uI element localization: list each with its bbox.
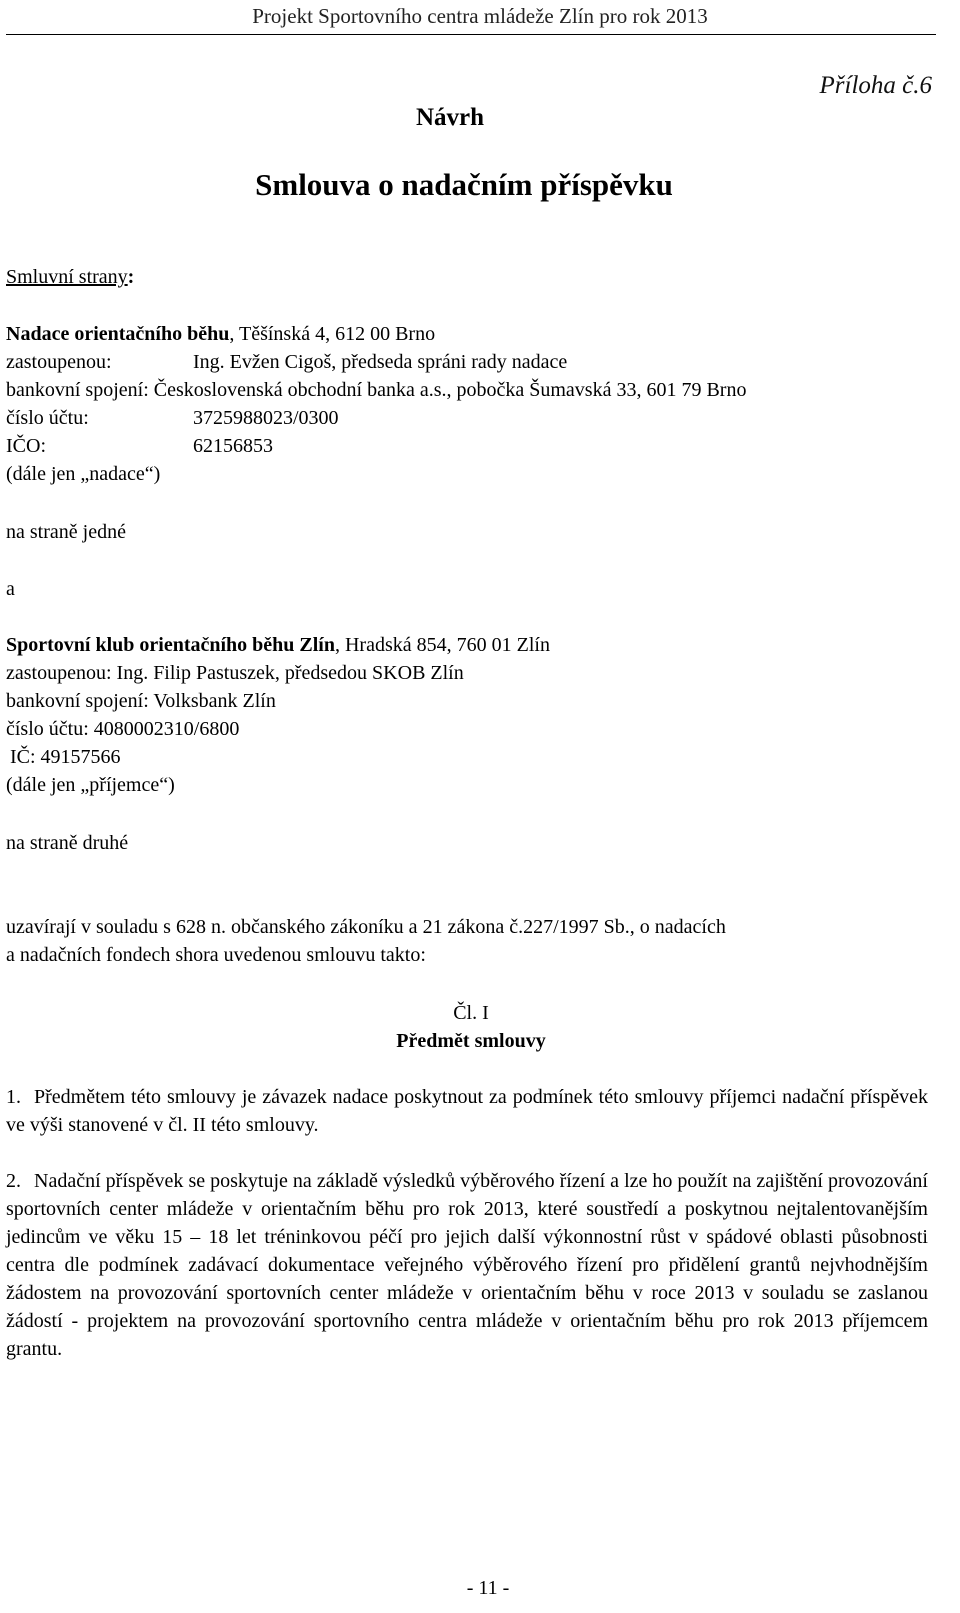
paragraph-1 (6, 1083, 928, 1139)
party2-ic: IČ: 49157566 (10, 746, 121, 768)
party2-account: číslo účtu: 4080002310/6800 (6, 718, 240, 740)
party2-name: Sportovní klub orientačního běhu Zlín (6, 634, 335, 656)
party1-ico-line (6, 432, 936, 460)
article-number: Čl. I (453, 1002, 489, 1024)
appendix-label: Příloha č.6 (819, 72, 932, 99)
draft-label: Návrh (415, 104, 485, 131)
party1-rep-line (6, 348, 936, 376)
paragraph-2-text: Nadační příspěvek se poskytuje na základě výsledků výběrového řízení a lze ho použít na zajištění provozování sportovních center mládeže v orientačním běhu pro rok 2013, které soustředí a poskytnou nejtalentovanějším jedincům ve věku 15 – 18 let tréninkovou péčí pro jejich další výkonnostní růst v spádové oblasti působnosti centra dle podmínek zadávací dokumentace veřejného výběrového řízení pro přidělení grantů nejvhodnějším žádostem na provozování sportovních center mládeže v orientačním běhu v roce 2013 v souladu se zaslanou žádostí - projektem na provozování sportovního centra mládeže v orientačním běhu pro rok 2013 příjemcem grantu. (6, 1170, 928, 1360)
party1-name: Nadace orientačního běhu (6, 323, 230, 345)
parties-heading: Smluvní strany (6, 266, 128, 288)
party1-account-value: 3725988023/0300 (193, 407, 339, 429)
party2-bank: bankovní spojení: Volksbank Zlín (6, 690, 276, 712)
party2-address: , Hradská 854, 760 01 Zlín (334, 634, 550, 656)
paragraph-1-number: 1. (6, 1086, 21, 1108)
party1-rep-label: zastoupenou: (6, 351, 112, 373)
party2-rep: zastoupenou: Ing. Filip Pastuszek, předsedou SKOB Zlín (6, 662, 464, 684)
intro-line-1: uzavírají v souladu s 628 n. občanského zákoníku a 21 zákona č.227/1997 Sb., o nadacích (6, 916, 726, 938)
party2-block (6, 631, 936, 799)
article-heading (6, 999, 936, 1055)
party1-block (6, 320, 936, 488)
party1-name-line (6, 320, 936, 348)
party1-ico-value: 62156853 (193, 435, 273, 457)
party1-bank-label: bankovní spojení: (6, 379, 149, 401)
party1-ico-label: IČO: (6, 435, 46, 457)
conjunction-text: a (6, 578, 15, 600)
parties-colon: : (127, 266, 135, 288)
party1-alias: (dále jen „nadace“) (6, 463, 161, 485)
party1-account-label: číslo účtu: (6, 407, 89, 429)
paragraph-1-text: Předmětem této smlouvy je závazek nadace poskytnout za podmínek této smlouvy příjemci nadační příspěvek ve výši stanovené v čl. II této smlouvy. (6, 1086, 928, 1136)
running-header: Projekt Sportovního centra mládeže Zlín pro rok 2013 (252, 4, 708, 28)
side2-text: na straně druhé (6, 832, 129, 854)
party1-address: , Těšínská 4, 612 00 Brno (229, 323, 436, 345)
party2-name-line (6, 631, 936, 659)
article-title: Předmět smlouvy (396, 1030, 546, 1052)
intro-block (6, 913, 936, 969)
party1-bank-value: Československá obchodní banka a.s., pobočka Šumavská 33, 601 79 Brno (153, 379, 747, 401)
header-divider (6, 34, 936, 35)
side1-text: na straně jedné (6, 521, 126, 543)
parties-heading-line (6, 263, 936, 291)
party2-alias: (dále jen „příjemce“) (6, 774, 175, 796)
party1-rep-value: Ing. Evžen Cigoš, předseda spráni rady nadace (193, 351, 568, 373)
document-title: Smlouva o nadačním příspěvku (255, 167, 673, 202)
party1-bank-line (6, 376, 936, 404)
paragraph-2 (6, 1167, 928, 1363)
page-number: - 11 - (466, 1577, 510, 1599)
party1-account-line (6, 404, 936, 432)
intro-line-2: a nadačních fondech shora uvedenou smlouvu takto: (6, 944, 426, 966)
paragraph-2-number: 2. (6, 1170, 21, 1192)
